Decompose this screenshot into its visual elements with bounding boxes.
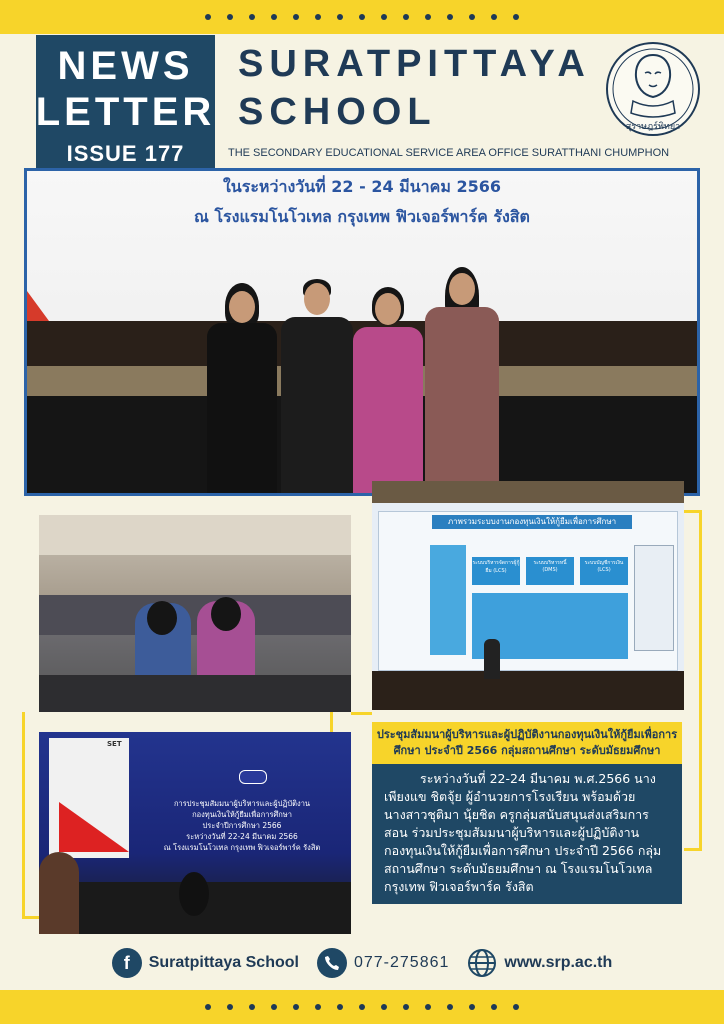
school-subtitle: THE SECONDARY EDUCATIONAL SERVICE AREA OFFICE SURATTHANI CHUMPHON [228,147,670,159]
article-headline: ประชุมสัมมนาผู้บริหารและผู้ปฏิบัติงานกองทุนเงินให้กู้ยืมเพื่อการศึกษา ประจำปี 2566 กลุ่มสถานศึกษา ระดับมัธยมศึกษา [372,722,682,764]
band-dot [315,1004,321,1010]
photo-presentation-slide [372,481,684,710]
band-dot [359,1004,365,1010]
main-photo-caption-date: ในระหว่างวันที่ 22 - 24 มีนาคม 2566 [222,177,501,196]
bottom-band [0,990,724,1024]
person-figure [281,279,353,493]
logo-text: สุราษฎร์พิทยา [625,122,681,132]
slide-box-dms: ระบบบริหารหนี้ (DMS) [526,557,574,585]
facebook-icon: f [112,948,142,978]
person-figure [425,267,499,493]
school-name [238,40,591,136]
band-dot [359,14,365,20]
website-link[interactable] [467,948,612,978]
phone-number: 077-275861 [353,954,450,971]
decorative-red-shape [27,291,49,321]
band-dot [403,1004,409,1010]
top-band [0,0,724,34]
person-figure [353,287,423,493]
band-dot [249,14,255,20]
facebook-page-name: Suratpittaya School [148,954,299,971]
band-dot [447,14,453,20]
main-group-photo [24,168,700,496]
school-logo [605,41,701,137]
screen-line: การประชุมสัมมนาผู้บริหารและผู้ปฏิบัติงาน [173,799,311,808]
screen-line: กองทุนเงินให้กู้ยืมเพื่อการศึกษา [192,810,292,819]
footer-contacts [0,945,724,981]
band-dot [227,14,233,20]
frame-line [330,712,333,732]
band-dot [227,1004,233,1010]
band-dot [205,1004,211,1010]
band-dot [491,1004,497,1010]
school-name-line1: SURATPITTAYA [238,43,591,85]
frame-line [22,916,40,919]
screen-line: ระหว่างวันที่ 22-24 มีนาคม 2566 [186,832,298,841]
screen-line: ประจำปีการศึกษา 2566 [202,821,282,830]
slide-box-lcs: ระบบบริหารจัดการผู้กู้ยืม (LCS) [472,557,520,585]
band-dot [205,14,211,20]
band-dot [425,14,431,20]
screen-line: ณ โรงแรมโนโวเทล กรุงเทพ ฟิวเจอร์พาร์ค รังสิต [163,843,321,852]
frame-line [699,510,702,850]
band-dot [293,14,299,20]
article-body [372,764,682,904]
band-dot [337,14,343,20]
frame-line [684,848,702,851]
sponsor-logo: SET [107,740,122,748]
photo-seated-attendees [39,515,351,712]
newsletter-word-letter: LETTER [35,90,216,134]
band-dot [271,14,277,20]
school-name-line2: SCHOOL [238,91,437,133]
slide-header: ภาพรวมระบบงานกองทุนเงินให้กู้ยืมเพื่อการศึกษา [432,515,632,529]
band-dot [447,1004,453,1010]
band-dot [403,14,409,20]
band-dot [425,1004,431,1010]
globe-icon [467,948,497,978]
band-dot [513,1004,519,1010]
frame-line [351,712,372,715]
band-dot [293,1004,299,1010]
band-dot [513,14,519,20]
phone-link[interactable] [317,948,449,978]
main-photo-caption-venue: ณ โรงแรมโนโวเทล กรุงเทพ ฟิวเจอร์พาร์ค รังสิต [194,207,530,226]
photo-stage-screen [39,732,351,934]
band-dot [469,14,475,20]
band-dot [381,14,387,20]
frame-line [22,712,25,918]
facebook-link[interactable] [112,948,299,978]
band-dot [491,14,497,20]
band-dot [271,1004,277,1010]
band-dot [249,1004,255,1010]
phone-icon [317,948,347,978]
newsletter-word-news: NEWS [57,44,194,88]
website-url: www.srp.ac.th [504,954,613,971]
band-dot [315,14,321,20]
screen-text [139,798,345,853]
band-dot [469,1004,475,1010]
person-figure [207,283,277,493]
issue-number: ISSUE 177 [66,141,185,166]
band-dot [337,1004,343,1010]
slide-box-accounting: ระบบบัญชีการเงิน (LCS) [580,557,628,585]
article-body-text: ระหว่างวันที่ 22-24 มีนาคม พ.ศ.2566 นางเพียงแข ชิตจุ้ย ผู้อำนวยการโรงเรียน พร้อมด้วย นางสาวชุติมา นุ้ยชิต ครูกลุ่มสนับสนุนส่งเสริมการสอน ร่วมประชุมสัมมนาผู้บริหารและผู้ปฏิบัติงานกองทุนเงินให้กู้ยืมเพื่อการศึกษา ประจำปี 2566 กลุ่มสถานศึกษา ระดับมัธยมศึกษา ณ โรงแรมโนโวเทล กรุงเทพ ฟิวเจอร์พาร์ค รังสิต [384,771,662,894]
band-dot [381,1004,387,1010]
